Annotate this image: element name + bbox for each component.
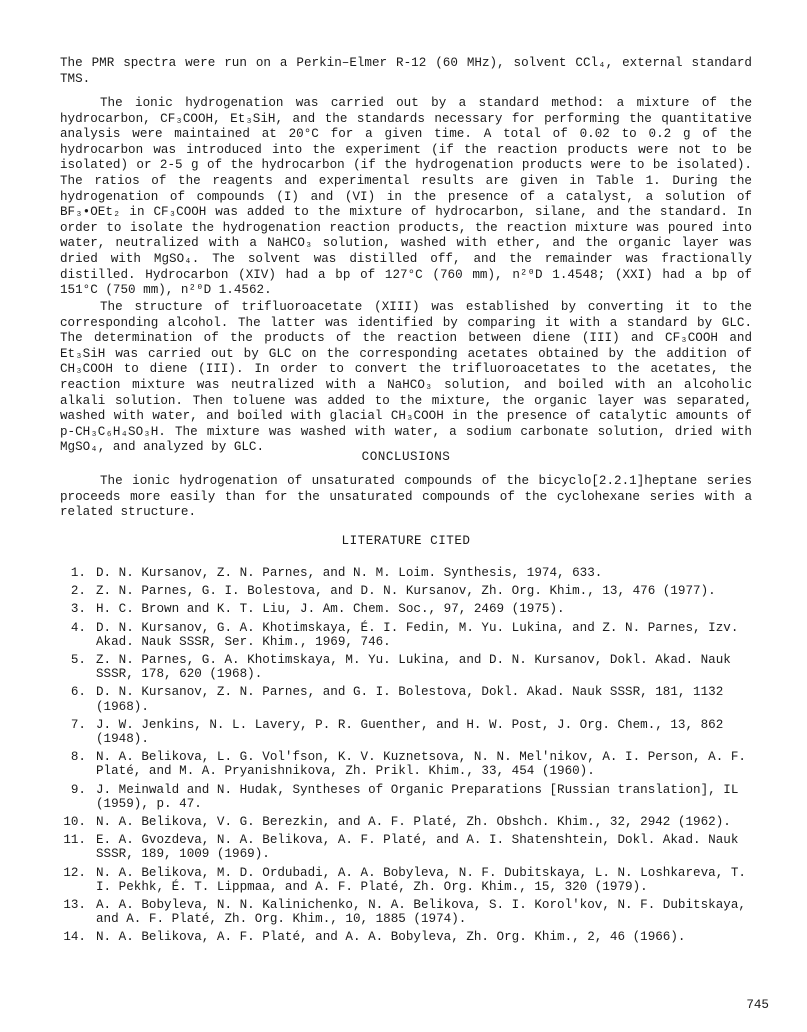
reference-text: N. A. Belikova, V. G. Berezkin, and A. F. Platé, Zh. Obshch. Khim., 32, 2942 (1962). <box>96 815 731 830</box>
reference-text: H. C. Brown and K. T. Liu, J. Am. Chem. Soc., 97, 2469 (1975). <box>96 602 565 617</box>
reference-text: Z. N. Parnes, G. I. Bolestova, and D. N. Kursanov, Zh. Org. Khim., 13, 476 (1977). <box>96 584 716 599</box>
reference-number: 7. <box>70 717 86 732</box>
reference-item <box>60 602 752 616</box>
reference-number: 8. <box>70 750 86 765</box>
reference-item <box>60 621 752 649</box>
reference-item <box>60 685 752 713</box>
reference-text: D. N. Kursanov, Z. N. Parnes, and N. M. Loim. Synthesis, 1974, 633. <box>96 566 603 580</box>
reference-number: 3. <box>70 602 86 617</box>
reference-item <box>60 866 752 894</box>
reference-number: 14. <box>63 930 86 945</box>
reference-item <box>60 815 752 829</box>
method-paragraph: The ionic hydrogenation was carried out by a standard method: a mixture of the hydrocarbon, CF₃COOH, Et₃SiH, and the standards necessary for performing the quantitative analysis were maintained at 20°C for a given time. A total of 0.02 to 0.2 g of the hydrocarbon was introduced into the experiment (if the reaction products were not to be isolated) or 2-5 g of the hydrocarbon (if the hydrogenation products were to be isolated). The ratios of the reagents and experimental results are given in Table 1. During the hydrogenation of compounds (I) and (VI) in the presence of a catalyst, a solution of BF₃•OEt₂ in CF₃COOH was added to the mixture of hydrocarbon, silane, and the standard. In order to isolate the hydrogenation reaction products, the reaction mixture was poured into water, neutralized with a NaHCO₃ solution, washed with ether, and the organic layer was dried with MgSO₄. The solvent was distilled off, and the remainder was fractionally distilled. Hydrocarbon (XIV) had a bp of 127°C (760 mm), n²⁰D 1.4548; (XXI) had a bp of 151°C (750 mm), n²⁰D 1.4562. <box>60 96 752 298</box>
reference-text: A. A. Bobyleva, N. N. Kalinichenko, N. A. Belikova, S. I. Korol'kov, N. F. Dubitskaya, and A. F. Platé, Zh. Org. Khim., 10, 1885 (1974). <box>96 898 746 927</box>
conclusions-paragraph: The ionic hydrogenation of unsaturated compounds of the bicyclo[2.2.1]heptane series proceeds more easily than for the unsaturated compounds of the cyclohexane series with a related structure. <box>60 474 752 520</box>
reference-text: J. W. Jenkins, N. L. Lavery, P. R. Guenther, and H. W. Post, J. Org. Chem., 13, 862 (1948). <box>96 717 724 747</box>
reference-number: 10. <box>63 815 86 830</box>
reference-item <box>60 653 752 681</box>
reference-text: N. A. Belikova, L. G. Vol'fson, K. V. Kuznetsova, N. N. Mel'nikov, A. I. Person, A. F. Platé, and M. A. Pryanishnikova, Zh. Prikl. Khim., 33, 454 (1960). <box>96 750 746 779</box>
reference-number: 13. <box>63 898 86 913</box>
intro-paragraph: The PMR spectra were run on a Perkin–Elmer R-12 (60 MHz), solvent CCl₄, external standard TMS. <box>60 56 752 86</box>
reference-item <box>60 584 752 598</box>
reference-item <box>60 566 752 580</box>
structure-paragraph: The structure of trifluoroacetate (XIII) was established by converting it to the corresponding alcohol. The latter was identified by comparing it with a standard by GLC. The determination of the products of the reaction between diene (III) and CF₃COOH and Et₃SiH was carried out by GLC on the corresponding acetates obtained by the addition of CH₃COOH to diene (III). In order to convert the trifluoroacetates to the acetates, the reaction mixture was neutralized with a NaHCO₃ solution, and boiled with an alcoholic alkali solution. Then toluene was added to the mixture, the organic layer was separated, washed with water, and boiled with glacial CH₃COOH in the presence of catalytic amounts of p-CH₃C₆H₄SO₃H. The mixture was washed with water, a sodium carbonate solution, dried with MgSO₄, and analyzed by GLC. <box>60 300 752 455</box>
reference-item <box>60 898 752 926</box>
reference-number: 6. <box>70 685 86 700</box>
reference-item <box>60 833 752 861</box>
reference-text: N. A. Belikova, M. D. Ordubadi, A. A. Bobyleva, N. F. Dubitskaya, L. N. Loshkareva, T. I. Pekhk, É. T. Lippmaa, and A. F. Platé, Zh. Org. Khim., 15, 320 (1979). <box>96 865 746 894</box>
reference-text: Z. N. Parnes, G. A. Khotimskaya, M. Yu. Lukina, and D. N. Kursanov, Dokl. Akad. Nauk SSSR, 178, 620 (1968). <box>96 653 731 682</box>
conclusions-heading: CONCLUSIONS <box>361 450 451 464</box>
reference-number: 12. <box>63 865 86 880</box>
page-number: 745 <box>746 998 769 1012</box>
reference-text: D. N. Kursanov, G. A. Khotimskaya, É. I. Fedin, M. Yu. Lukina, and Z. N. Parnes, Izv. Akad. Nauk SSSR, Ser. Khim., 1969, 746. <box>96 620 739 649</box>
reference-list <box>60 566 752 949</box>
reference-item <box>60 750 752 778</box>
reference-item <box>60 930 752 944</box>
reference-text: N. A. Belikova, A. F. Platé, and A. A. Bobyleva, Zh. Org. Khim., 2, 46 (1966). <box>96 930 686 945</box>
reference-number: 4. <box>70 620 86 635</box>
reference-number: 9. <box>70 782 86 797</box>
reference-text: D. N. Kursanov, Z. N. Parnes, and G. I. Bolestova, Dokl. Akad. Nauk SSSR, 181, 1132 (1968). <box>96 685 724 714</box>
reference-number: 11. <box>63 833 86 848</box>
reference-text: J. Meinwald and N. Hudak, Syntheses of Organic Preparations [Russian translation], IL (1959), p. 47. <box>96 782 739 811</box>
reference-item <box>60 783 752 811</box>
reference-text: E. A. Gvozdeva, N. A. Belikova, A. F. Platé, and A. I. Shatenshtein, Dokl. Akad. Nauk SSSR, 189, 1009 (1969). <box>96 833 739 862</box>
reference-item <box>60 718 752 746</box>
reference-number: 2. <box>70 584 86 599</box>
literature-heading: LITERATURE CITED <box>341 534 471 548</box>
reference-number: 1. <box>70 566 86 580</box>
reference-number: 5. <box>70 653 86 668</box>
